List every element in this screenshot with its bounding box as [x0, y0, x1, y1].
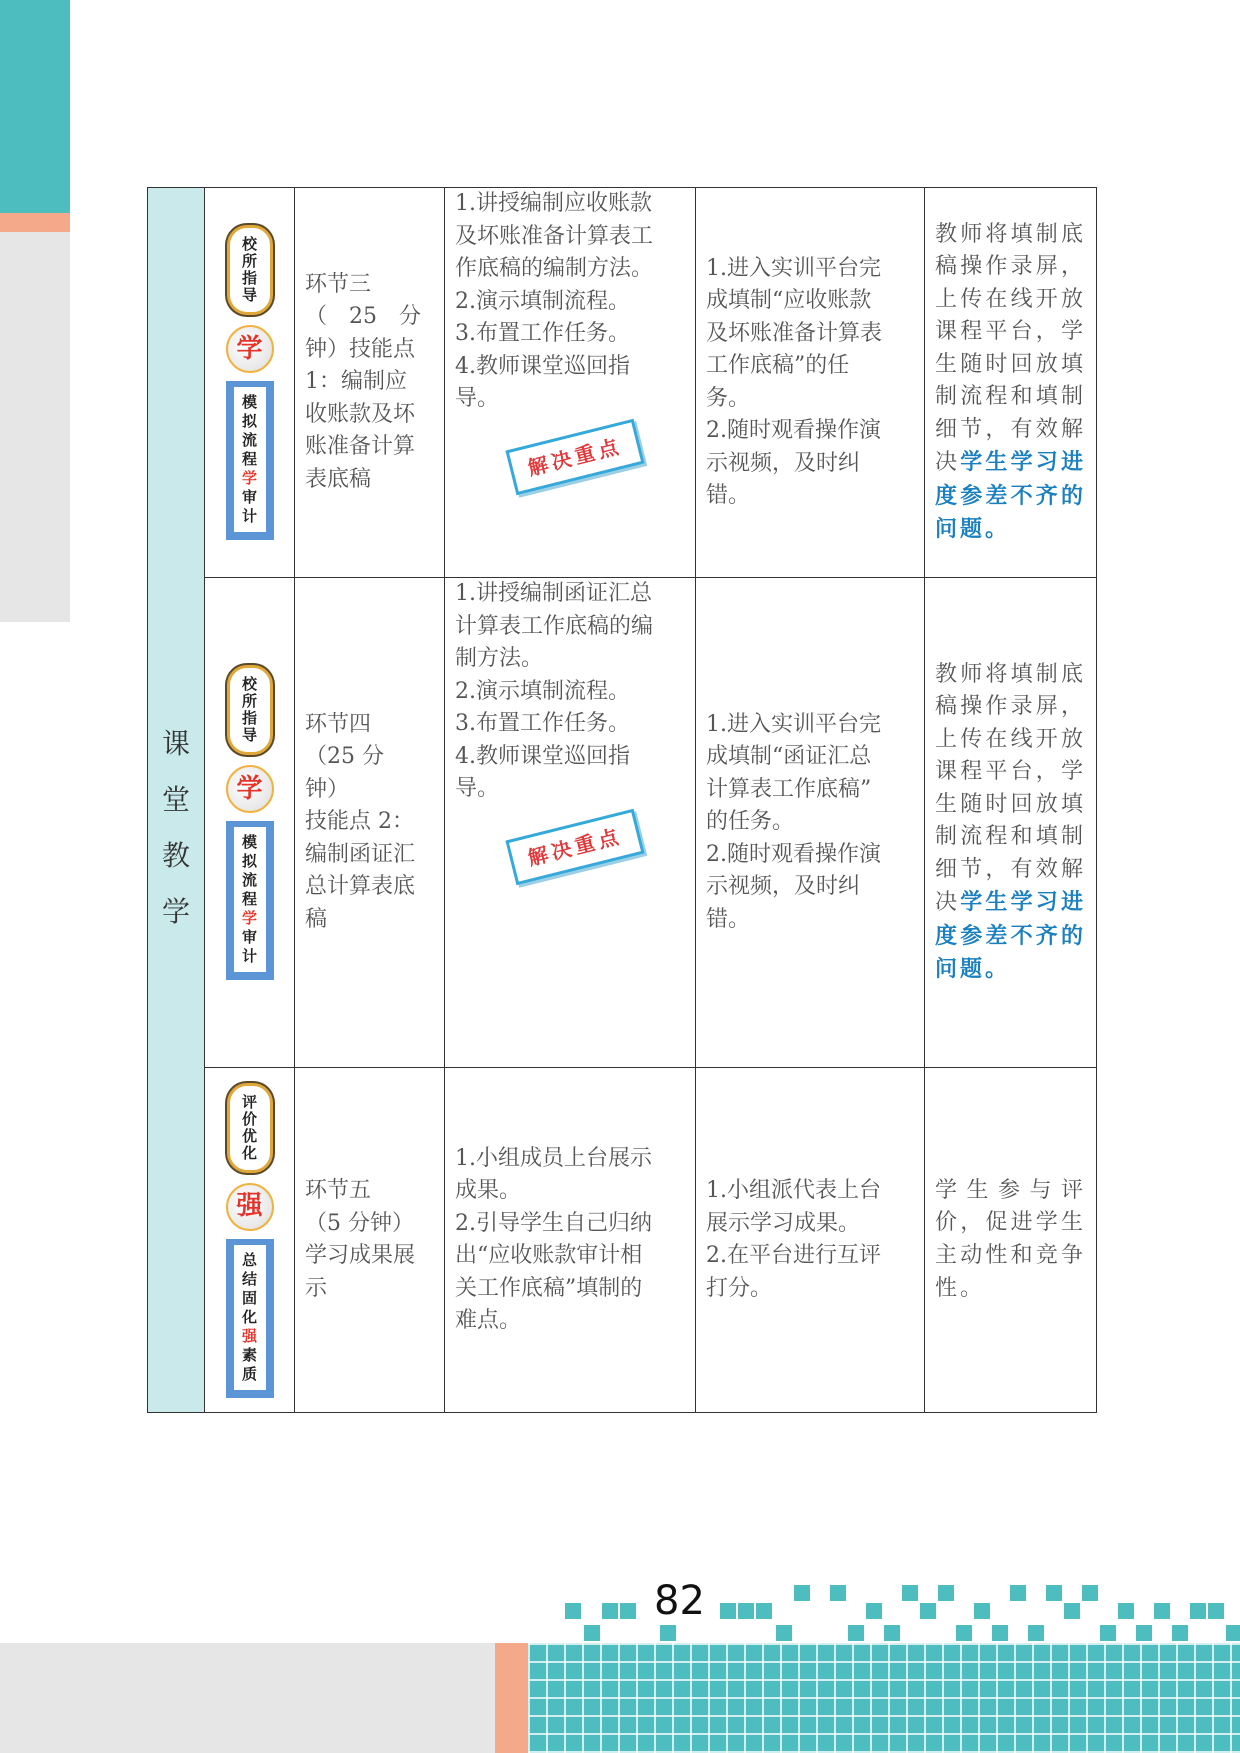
badge-char: 所: [241, 252, 257, 270]
pixel-square: [1190, 1603, 1206, 1619]
cell-line: 2.在平台进行互评: [706, 1243, 881, 1268]
table-row: [148, 188, 1097, 578]
badge-char: 学: [241, 909, 257, 927]
cell-line: 计算表工作底稿的编: [455, 613, 654, 639]
pixel-square: [1172, 1625, 1188, 1641]
cell-line: 示: [305, 1275, 328, 1301]
cell-line: 总计算表底: [305, 874, 416, 900]
badge-char: 计: [241, 507, 257, 525]
stage-label: 课 堂 教 学: [161, 726, 190, 928]
cell-line: 1.小组派代表上台: [706, 1178, 881, 1203]
badge-circle: 学: [226, 325, 274, 373]
cell-line: 2.随时观看操作演: [706, 418, 881, 443]
badge-circle: 强: [226, 1183, 274, 1231]
badge-char: 指: [241, 269, 257, 287]
pixel-square: [956, 1625, 972, 1641]
badge-char: 流: [241, 431, 257, 449]
pixel-square: [1010, 1585, 1026, 1601]
badge-char: 固: [241, 1288, 257, 1307]
cell-line: 计算表工作底稿”: [706, 776, 872, 802]
stage-cell: [148, 188, 205, 1413]
pixel-square: [1046, 1585, 1062, 1601]
segment-cell: [295, 1068, 445, 1413]
pixel-square: [1208, 1603, 1224, 1619]
pixel-square: [884, 1625, 900, 1641]
segment-cell: [295, 578, 445, 1068]
cell-line: 关工作底稿”填制的: [455, 1275, 643, 1301]
badge-char: 计: [241, 947, 257, 965]
pixel-square: [992, 1625, 1008, 1641]
cell-line: 4.教师课堂巡回指: [455, 743, 630, 769]
cell-line: 环节四: [305, 711, 372, 737]
badge-char: 学: [241, 469, 257, 487]
cell-line: 出“应收账款审计相: [455, 1243, 643, 1268]
badge-top: [227, 225, 273, 315]
design-intent-cell: 学生参与评价，促进学生主动性和竞争性。: [925, 1068, 1097, 1413]
badge-bottom: [226, 821, 274, 980]
study-guide-badge-icon: [223, 225, 277, 540]
cell-line: 导。: [455, 776, 500, 801]
side-grey-band: [0, 232, 70, 622]
badge-char: 结: [241, 1269, 257, 1288]
cell-line: 工作底稿”的任: [706, 353, 850, 378]
badge-cell: [205, 578, 295, 1068]
cell-line: 稿: [305, 906, 328, 932]
evaluation-badge-icon: [223, 1083, 277, 1398]
pixel-square: [1028, 1625, 1044, 1641]
pixel-square: [866, 1603, 882, 1619]
key-point-stamp-icon: 解决重点: [505, 418, 644, 495]
cell-line: 2.演示填制流程。: [455, 288, 630, 314]
badge-char: 化: [241, 1307, 257, 1326]
badge-bottom: [226, 381, 274, 540]
cell-line: 学习成果展: [305, 1243, 416, 1268]
cell-line: 3.布置工作任务。: [455, 321, 630, 346]
badge-char: 导: [241, 726, 257, 744]
badge-char: 流: [241, 871, 257, 889]
study-guide-badge-icon: [223, 665, 277, 980]
pixel-square: [1136, 1625, 1152, 1641]
badge-char: 审: [241, 928, 257, 946]
badge-char: 拟: [241, 412, 257, 430]
pixel-square: [1082, 1585, 1098, 1601]
pixel-square: [938, 1585, 954, 1601]
student-activity-cell: [696, 1068, 925, 1413]
pixel-square: [1154, 1603, 1170, 1619]
segment-cell: [295, 188, 445, 578]
cell-line: 技能点 2：: [305, 809, 414, 835]
cell-line: 展示学习成果。: [706, 1210, 861, 1236]
cell-line: 1.进入实训平台完: [706, 711, 881, 737]
pixel-square: [1100, 1625, 1116, 1641]
badge-char: 审: [241, 488, 257, 506]
badge-char: 强: [241, 1326, 257, 1345]
badge-char: 评: [241, 1092, 257, 1111]
cell-line: 1.进入实训平台完: [706, 255, 881, 281]
lesson-plan-table: [147, 187, 1097, 1413]
cell-line: 制方法。: [455, 646, 544, 671]
cell-line: （5 分钟）: [305, 1210, 414, 1236]
teacher-activity-cell: [445, 1068, 696, 1413]
cell-line: 1.小组成员上台展示: [455, 1145, 652, 1171]
badge-char: 质: [241, 1364, 257, 1383]
pixel-square: [620, 1603, 636, 1619]
pixel-square: [776, 1625, 792, 1641]
cell-line: 1：编制应: [305, 369, 407, 395]
side-salmon-band: [0, 213, 70, 232]
pixel-square: [1118, 1603, 1134, 1619]
badge-char: 指: [241, 709, 257, 727]
pixel-square: [902, 1585, 918, 1601]
cell-line: 及坏账准备计算表: [706, 320, 883, 346]
pixel-square: [660, 1625, 676, 1641]
cell-line: 1.讲授编制应收账款: [455, 191, 652, 216]
teacher-activity-cell: [445, 188, 696, 578]
pixel-square: [720, 1603, 736, 1619]
pixel-square: [1226, 1625, 1240, 1641]
table-row: [148, 578, 1097, 1068]
key-point-stamp-icon: 解决重点: [505, 808, 644, 885]
badge-char: 校: [241, 235, 257, 253]
pixel-square: [974, 1603, 990, 1619]
footer-grid-pattern: [528, 1643, 1240, 1753]
badge-char: 程: [241, 450, 257, 468]
pixel-square: [565, 1603, 581, 1619]
pixel-square: [830, 1585, 846, 1601]
cell-line: 3.布置工作任务。: [455, 711, 630, 736]
cell-line: （ 25 分: [305, 304, 421, 330]
cell-line: 收账款及坏: [305, 401, 416, 427]
cell-line: 作底稿的编制方法。: [455, 256, 654, 281]
badge-char: 模: [241, 833, 257, 851]
badge-top: [227, 1083, 273, 1173]
cell-line: 务。: [706, 385, 751, 411]
cell-line: 的任务。: [706, 809, 795, 835]
cell-line: 成填制“应收账款: [706, 288, 872, 313]
badge-cell: [205, 1068, 295, 1413]
badge-char: 程: [241, 890, 257, 908]
cell-line: 2.随时观看操作演: [706, 841, 881, 867]
cell-line: 2.演示填制流程。: [455, 678, 630, 704]
pixel-square: [756, 1603, 772, 1619]
badge-char: 拟: [241, 852, 257, 870]
badge-char: 模: [241, 393, 257, 411]
badge-circle: 学: [226, 765, 274, 813]
cell-line: 表底稿: [305, 466, 372, 492]
cell-line: 错。: [706, 906, 751, 932]
cell-line: 示视频，及时纠: [706, 450, 861, 476]
cell-line: 错。: [706, 483, 751, 508]
pixel-square: [1064, 1603, 1080, 1619]
cell-line: 环节五: [305, 1178, 372, 1203]
cell-line: 打分。: [706, 1275, 773, 1301]
pixel-square: [602, 1603, 618, 1619]
cell-line: 导。: [455, 386, 500, 411]
side-teal-band: [0, 0, 70, 213]
pixel-square: [920, 1603, 936, 1619]
cell-line: 及坏账准备计算表工: [455, 223, 654, 249]
badge-char: 优: [241, 1126, 257, 1145]
badge-char: 化: [241, 1143, 257, 1162]
cell-line: 成果。: [455, 1178, 522, 1203]
teacher-activity-cell: [445, 578, 696, 1068]
cell-line: 2.引导学生自己归纳: [455, 1210, 652, 1236]
footer-grey-band: [0, 1643, 500, 1753]
badge-char: 导: [241, 286, 257, 304]
design-intent-cell: 教师将填制底稿操作录屏，上传在线开放课程平台，学生随时回放填制流程和填制细节，有效解决学生学习进度参差不齐的问题。: [925, 578, 1097, 1068]
footer-salmon-band: [495, 1643, 528, 1753]
cell-line: 环节三: [305, 271, 372, 297]
student-activity-cell: [696, 578, 925, 1068]
pixel-square: [794, 1585, 810, 1601]
cell-line: 1.讲授编制函证汇总: [455, 581, 652, 606]
student-activity-cell: [696, 188, 925, 578]
table-row: [148, 1068, 1097, 1413]
cell-line: 账准备计算: [305, 434, 416, 460]
cell-line: （25 分: [305, 744, 384, 770]
cell-line: 钟）技能点: [305, 336, 416, 362]
badge-char: 总: [241, 1250, 257, 1269]
pixel-square: [738, 1603, 754, 1619]
cell-line: 编制函证汇: [305, 841, 416, 867]
cell-line: 示视频，及时纠: [706, 874, 861, 900]
cell-line: 钟）: [305, 776, 350, 802]
cell-line: 4.教师课堂巡回指: [455, 353, 630, 379]
badge-cell: [205, 188, 295, 578]
cell-line: 难点。: [455, 1308, 522, 1333]
pixel-square: [584, 1625, 600, 1641]
badge-top: [227, 665, 273, 755]
badge-char: 所: [241, 692, 257, 710]
cell-line: 成填制“函证汇总: [706, 744, 872, 770]
design-intent-cell: 教师将填制底稿操作录屏，上传在线开放课程平台，学生随时回放填制流程和填制细节，有效解决学生学习进度参差不齐的问题。: [925, 188, 1097, 578]
badge-char: 价: [241, 1109, 257, 1128]
pixel-square: [848, 1625, 864, 1641]
page-number: 82: [654, 1578, 705, 1624]
badge-char: 校: [241, 675, 257, 693]
badge-bottom: [226, 1239, 274, 1398]
badge-char: 素: [241, 1345, 257, 1364]
